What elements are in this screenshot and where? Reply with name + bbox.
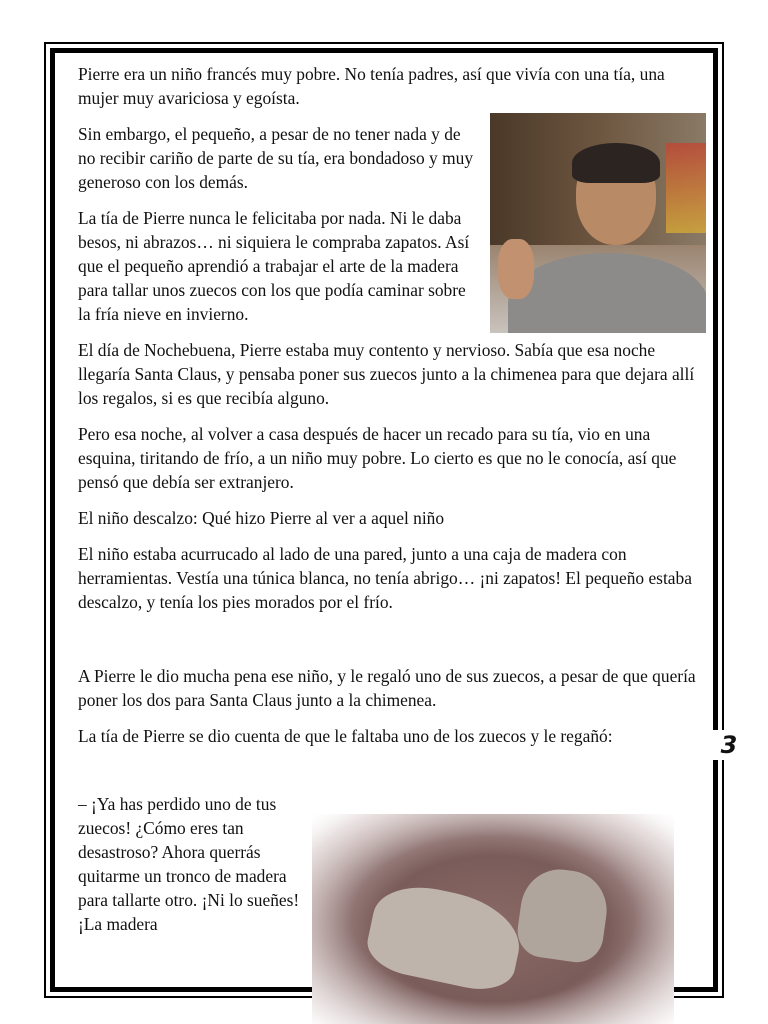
page-number: 3 — [712, 730, 746, 760]
old-shoes-photo — [312, 814, 674, 1024]
boy-photo — [490, 113, 706, 333]
story-text — [78, 62, 698, 760]
paragraph-2: Sin embargo, el pequeño, a pesar de no tener nada y de no recibir cariño de parte de su tía, era bondadoso y muy generoso con los demás. — [78, 124, 474, 192]
paragraph-8: A Pierre le dio mucha pena ese niño, y le regaló uno de sus zuecos, a pesar de que quería poner los dos para Santa Claus junto a la chimenea. — [78, 666, 696, 710]
dialogue-text: – ¡Ya has perdido uno de tus zuecos! ¿Cómo eres tan desastroso? Ahora querrás quitarme un tronco de madera para tallarte otro. ¡Ni lo sueñes! ¡La madera — [78, 794, 300, 934]
paragraph-7: El niño estaba acurrucado al lado de una pared, junto a una caja de madera con herramientas. Vestía una túnica blanca, no tenía abrigo… ¡ni zapatos! El pequeño estaba descalzo, y tenía los pies morados por el frío. — [78, 544, 692, 612]
paragraph-3: La tía de Pierre nunca le felicitaba por nada. Ni le daba besos, ni abrazos… ni siquiera le compraba zapatos. Así que el pequeño aprendió a trabajar el arte de la madera para tallar unos zuecos con los que podía caminar sobre la fría nieve en invierno. — [78, 208, 470, 324]
peace-sign-hand — [498, 239, 534, 299]
paragraph-4: El día de Nochebuena, Pierre estaba muy contento y nervioso. Sabía que esa noche llegaría Santa Claus, y pensaba poner sus zuecos junto a la chimenea para que dejara allí los regalos, si es que recibía alguno. — [78, 340, 695, 408]
paragraph-1: Pierre era un niño francés muy pobre. No tenía padres, así que vivía con una tía, una mujer muy avariciosa y egoísta. — [78, 64, 665, 108]
paragraph-5: Pero esa noche, al volver a casa después de hacer un recado para su tía, vio en una esquina, tiritando de frío, a un niño muy pobre. Lo cierto es que no le conocía, así que pensó que debía ser extranjero. — [78, 424, 677, 492]
section-heading: El niño descalzo: Qué hizo Pierre al ver a aquel niño — [78, 508, 445, 528]
paragraph-9: La tía de Pierre se dio cuenta de que le faltaba uno de los zuecos y le regañó: — [78, 726, 613, 746]
